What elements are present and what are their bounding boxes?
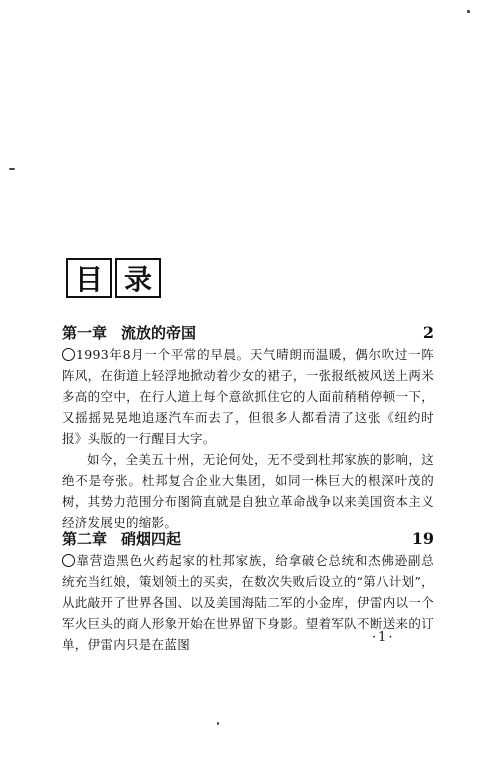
chapter-label: 第一章 [62,324,108,342]
chapter-title: 流放的帝国 [121,324,197,342]
scan-speck [9,168,15,170]
scan-speck [217,722,219,725]
bullet-circle-icon [62,348,75,361]
chapter-summary-paragraph: 靠营造黑色火药起家的杜邦家族，给拿破仑总统和杰佛逊副总统充当红娘，策划领土的买卖，在数次失败后设立的“第八计划”，从此敲开了世界各国、以及美国海陆二军的小金库，伊雷内以一个军火巨头的商人形象开始在世界留下身影。望着军队不断送来的订单，伊雷内只是在蓝图 [62,553,434,652]
scan-speck [467,10,470,13]
toc-title [66,258,164,298]
chapter-page-number: 19 [411,529,434,548]
page-folio: ·1· [372,630,395,645]
toc-title-char: 目 [66,258,112,298]
chapter-summary-paragraph: 如今，全美五十州，无论何处，无不受到杜邦家族的影响，这绝不是夸张。杜邦复合企业大集团，如同一株巨大的根深叶茂的树，其势力范围分布图简直就是自独立革命战争以来美国资本主义经济发展史的缩影。 [62,452,434,530]
toc-title-char: 录 [115,258,161,298]
chapter-summary-paragraph: 1993年8月一个平常的早晨。天气晴朗而温暖，偶尔吹过一阵阵风，在街道上轻浮地掀动着少女的裙子，一张报纸被风送上两米多高的空中，在行人道上每个意欲抓住它的人面前稍稍停顿一下，又摇摇晃晃地追逐汽车而去了，但很多人都看清了这张《纽约时报》头版的一行醒目大字。 [62,347,434,446]
chapter-page-number: 2 [422,323,434,342]
chapter-label: 第二章 [62,530,108,548]
chapter-heading [62,322,434,344]
chapter-heading [62,528,434,550]
bullet-circle-icon [62,554,75,567]
toc-chapter-1 [62,322,434,533]
chapter-title: 硝烟四起 [121,530,182,548]
